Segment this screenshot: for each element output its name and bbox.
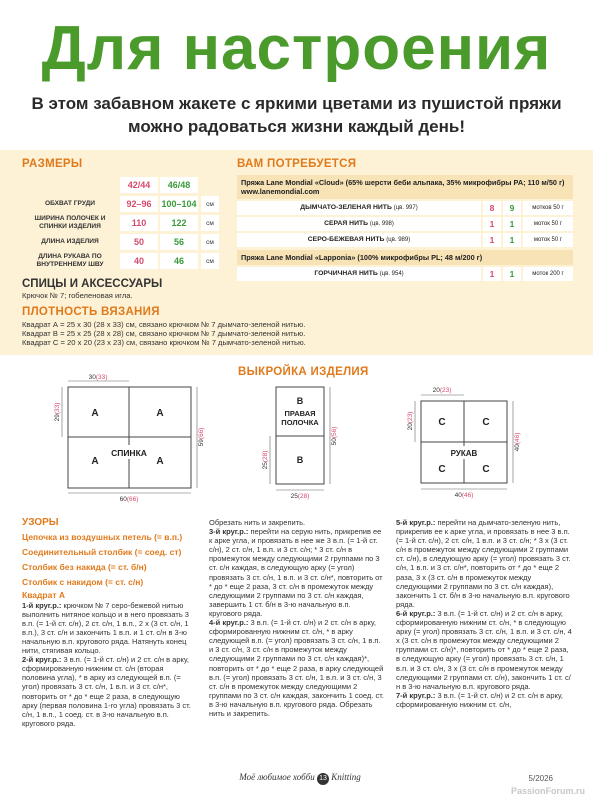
dim-label: 20(23) [432, 387, 452, 394]
material-qty-1: 1 [483, 267, 501, 281]
size-value-2: 46 [160, 253, 198, 269]
dim-label: 40(46) [454, 492, 474, 499]
material-qty-2: 9 [503, 201, 521, 215]
watermark: PassionForum.ru [510, 786, 585, 796]
subtitle-line-1: В этом забавном жакете с яркими цветами из пушистой пряжи [31, 94, 562, 113]
material-name: ГОРЧИЧНАЯ НИТЬ (цв. 954) [237, 267, 481, 281]
material-row [237, 201, 573, 215]
material-qty-2: 1 [503, 233, 521, 247]
round-6: 6-й круг.р.: 3 в.п. (= 1-й ст. с/н) и 2 ст. с/н в арку, сформированную нижним ст. с/н, * в следующую арку (= угол) провязать 3 ст. с/н, 1 в.п. и 3 ст. с/н, 4 х (3 ст. с/н в промежуток между следующими 2 группами ст. с/н)*, повторить от * до * еще 2 раза, в следующую арку (= угол) провязать 3 ст. с/н, 1 в.п. и 3 ст. с/н, 3 х (3 ст. с/н в промежуток между следующими 2 группами ст. с/н), закончить 1 ст. с/н в 3-ю начальную в.п. кругового ряда. [396, 608, 572, 691]
round-1: 1-й круг.р.: крючком № 7 серо-бежевой нитью выполнить нитяное кольцо и в него провязать 3 в.п. (= 1-й ст. с/н), 2 ст. с/н, 1 в.п., 2 х (3 ст. с/н, 1 в.п.), 3 ст. с/н и закончить 1 в.п. и 1 ст. с/н в 3-ю начальную в.п. кругового ряда. Натянуть конец нити, стягивая кольцо. [22, 600, 189, 656]
subtitle-line-2: можно радоваться жизни каждый день! [127, 117, 466, 136]
material-qty-2: 1 [503, 267, 521, 281]
pattern-heading: ВЫКРОЙКА ИЗДЕЛИЯ [238, 366, 369, 378]
dim-label: 25(28) [262, 450, 269, 470]
square-letter: С [482, 464, 490, 475]
gauge-line: Квадрат А = 25 x 30 (28 x 33) см, связано крючком № 7 дымчато-зеленой нитью. [22, 320, 306, 329]
materials-table [237, 175, 573, 281]
yarn-name: Пряжа Lane Mondial «Cloud» (65% шерсти беби альпака, 35% микрофибры PA; 110 м/50 г) [241, 178, 565, 187]
yarn-site: www.lanemondial.com [241, 187, 320, 196]
size-value-2: 46/48 [160, 177, 198, 193]
gauge-line: Квадрат С = 20 x 20 (23 x 23) см, связано крючком № 7 дымчато-зеленой нитью. [22, 338, 306, 347]
sizes-row [22, 234, 227, 250]
sizes-heading: РАЗМЕРЫ [22, 158, 83, 170]
round-7: 7-й круг.р.: 3 в.п. (= 1-й ст. с/н) и 2 ст. с/н в арку, сформированную нижним ст. с/н, [396, 690, 563, 709]
cut-note: Обрезать нить и закрепить. [209, 518, 306, 527]
size-unit: см [201, 215, 219, 231]
front-label-1: ПРАВАЯ [284, 409, 316, 418]
material-qty-2: 1 [503, 217, 521, 231]
material-name: СЕРО-БЕЖЕВАЯ НИТЬ (цв. 989) [237, 233, 481, 247]
size-value-1: 42/44 [120, 177, 158, 193]
material-row [237, 233, 573, 247]
material-unit: моток 50 г [523, 217, 573, 231]
page-title: Для настроения [41, 14, 552, 83]
dim-label: 29(33) [54, 402, 61, 422]
stitches-heading: УЗОРЫ [22, 517, 59, 528]
dim-label: 25(28) [290, 493, 310, 500]
square-letter: А [91, 408, 99, 419]
pattern-diagram [0, 360, 593, 510]
round-2: 2-й круг.р.: 3 в.п. (= 1-й ст. с/н) и 2 ст. с/н в арку, сформированную нижним ст. с/н (вторая половина угла), * в арку из следующей в.п. (= угол) провязать 3 ст. с/н, 1 в.п. и 3 ст. с/н*, повторить от * до * еще 2 раза, в следующую арку (первая половина 1-го угла) провязать 3 ст. с/н, 1 в.п., 1 соед. ст. в 3-ю начальную в.п. кругового ряда. [22, 655, 191, 728]
tools-heading: СПИЦЫ И АКСЕССУАРЫ [22, 278, 163, 290]
issue-number: 5/2026 [528, 774, 553, 783]
sizes-row [22, 177, 227, 193]
material-qty-1: 1 [483, 233, 501, 247]
dim-label: 59(66) [198, 427, 205, 447]
square-letter: С [482, 417, 490, 428]
front-label-2: ПОЛОЧКА [281, 418, 319, 427]
yarn-name: Пряжа Lane Mondial «Lapponia» (100% микрофибры PL; 48 м/200 г) [241, 253, 483, 262]
round-4: 4-й круг.р.: 3 в.п. (= 1-й ст. с/н) и 2 ст. с/н в арку, сформированную нижним ст. с/н, * в арку следующей в.п. (= угол) провязать 3 ст. с/н, 1 в.п. и 3 ст. с/н, 3 ст. с/н в промежуток между следующими 2 группами по 3 ст. с/н каждая)*, повторить от * до * еще 2 раза, в арку следующей в.п. (= угол) провязать 3 ст. с/н, 1 в.п. и 3 ст. с/н, 3 ст. с/н в промежуток между следующими 2 группами по 3 ст. с/н каждая, закончить 1 соед. ст. в 3-ю начальную в.п. кругового ряда. Обрезать нить и закрепить. [209, 618, 384, 718]
size-value-1: 92–96 [120, 196, 158, 212]
yarn-description [237, 175, 573, 199]
size-value-1: 40 [120, 253, 158, 269]
square-a-heading: Квадрат А [22, 590, 66, 601]
size-unit: см [201, 196, 219, 212]
instructions-column-3 [396, 518, 572, 709]
sleeve-piece [421, 401, 507, 483]
square-letter: В [296, 455, 304, 465]
material-name: ДЫМЧАТО-ЗЕЛЕНАЯ НИТЬ (цв. 997) [237, 201, 481, 215]
material-unit: мотков 50 г [523, 201, 573, 215]
material-qty-1: 8 [483, 201, 501, 215]
subtitle [20, 92, 573, 138]
dim-label: 20(23) [407, 411, 414, 431]
size-value-2: 122 [160, 215, 198, 231]
page-footer [0, 766, 593, 800]
sizes-label: ШИРИНА ПОЛОЧЕК И СПИНКИ ИЗДЕЛИЯ [34, 215, 106, 230]
square-letter: С [438, 464, 446, 475]
square-letter: В [296, 396, 304, 406]
instructions-column-2 [209, 518, 385, 718]
sizes-label: ДЛИНА ИЗДЕЛИЯ [41, 238, 99, 245]
material-name: СЕРАЯ НИТЬ (цв. 998) [237, 217, 481, 231]
square-letter: С [438, 417, 446, 428]
dim-label: 30(33) [88, 374, 108, 381]
section-name: Knitting [331, 772, 361, 782]
sleeve-label: РУКАВ [450, 449, 478, 458]
materials-heading: ВАМ ПОТРЕБУЕТСЯ [237, 158, 357, 170]
sizes-table [22, 177, 227, 272]
instructions-column-1 [22, 518, 197, 728]
magazine-name: Моё любимое хобби [239, 772, 315, 782]
size-value-2: 56 [160, 234, 198, 250]
size-unit: см [201, 234, 219, 250]
material-unit: моток 50 г [523, 233, 573, 247]
size-value-1: 110 [120, 215, 158, 231]
material-row [237, 217, 573, 231]
sizes-label: ДЛИНА РУКАВА ПО ВНУТРЕННЕМУ ШВУ [36, 253, 104, 268]
sizes-label: ОБХВАТ ГРУДИ [44, 200, 96, 207]
size-value-2: 100–104 [160, 196, 198, 212]
square-letter: А [156, 456, 164, 467]
size-unit: см [201, 253, 219, 269]
gauge-heading: ПЛОТНОСТЬ ВЯЗАНИЯ [22, 306, 160, 318]
size-value-1: 50 [120, 234, 158, 250]
stitch-def: Соединительный столбик (= соед. ст) [22, 547, 182, 558]
page-number: 13 [317, 773, 329, 785]
material-qty-1: 1 [483, 217, 501, 231]
dim-label: 40(46) [514, 432, 521, 452]
material-unit: моток 200 г [523, 267, 573, 281]
yarn-description [237, 250, 573, 265]
dim-label: 50(56) [331, 426, 338, 446]
square-letter: А [91, 456, 99, 467]
round-5: 5-й круг.р.: перейти на дымчато-зеленую нить, прикрепив ее к арке угла, и провязать в нее 3 в.п. (= 1-й ст. с/н), 2 ст. с/н, 1 в.п. и 3 ст. с/н; * 3 х (3 ст. с/н в промежуток между следующими 2 группами ст. с/н), в следующую арку (= угол) провязать 3 ст. с/н, 1 в.п. и 3 ст. с/н*, повторить от * до * еще 2 раза, 3 х (3 ст. с/н в промежуток между следующими 2 группами по 3 ст. с/н каждая), закончить 1 ст. б/н в 3-ю начальную в.п. кругового ряда. [396, 518, 571, 609]
round-3: 3-й круг.р.: перейти на серую нить, прикрепив ее к арке угла, и провязать в нее же 3 в.п. (= 1-й ст. с/н), 2 ст. с/н, 1 в.п. и 3 ст. с/н; * 3 ст. с/н в промежуток между следующими 2 группами по 3 ст. с/н каждая, в следующую арку (= угол) провязать 3 ст. с/н, 1 в.п. и 3 ст. с/н*, повторить от * до * еще 2 раза, 3 ст. с/н в промежуток между следующими 2 группами по 3 ст. с/н каждая, завершить 1 ст. б/н в 3-ю начальную в.п. кругового ряда. [209, 527, 383, 618]
sizes-row [22, 215, 227, 231]
gauge-text [22, 320, 502, 347]
stitch-def: Столбик без накида (= ст. б/н) [22, 562, 147, 573]
gauge-line: Квадрат В = 25 x 25 (28 x 28) см, связано крючком № 7 дымчато-зеленой нитью. [22, 329, 306, 338]
back-piece [68, 387, 191, 488]
tools-text: Крючок № 7; гобеленовая игла. [22, 291, 133, 300]
stitch-def: Столбик с накидом (= ст. с/н) [22, 577, 144, 588]
sizes-row [22, 196, 227, 212]
material-row [237, 267, 573, 281]
magazine-footer [200, 772, 400, 785]
stitch-def: Цепочка из воздушных петель (= в.п.) [22, 532, 183, 543]
sizes-row [22, 253, 227, 269]
square-letter: А [156, 408, 164, 419]
back-label: СПИНКА [111, 448, 147, 458]
dim-label: 60(66) [119, 496, 139, 503]
